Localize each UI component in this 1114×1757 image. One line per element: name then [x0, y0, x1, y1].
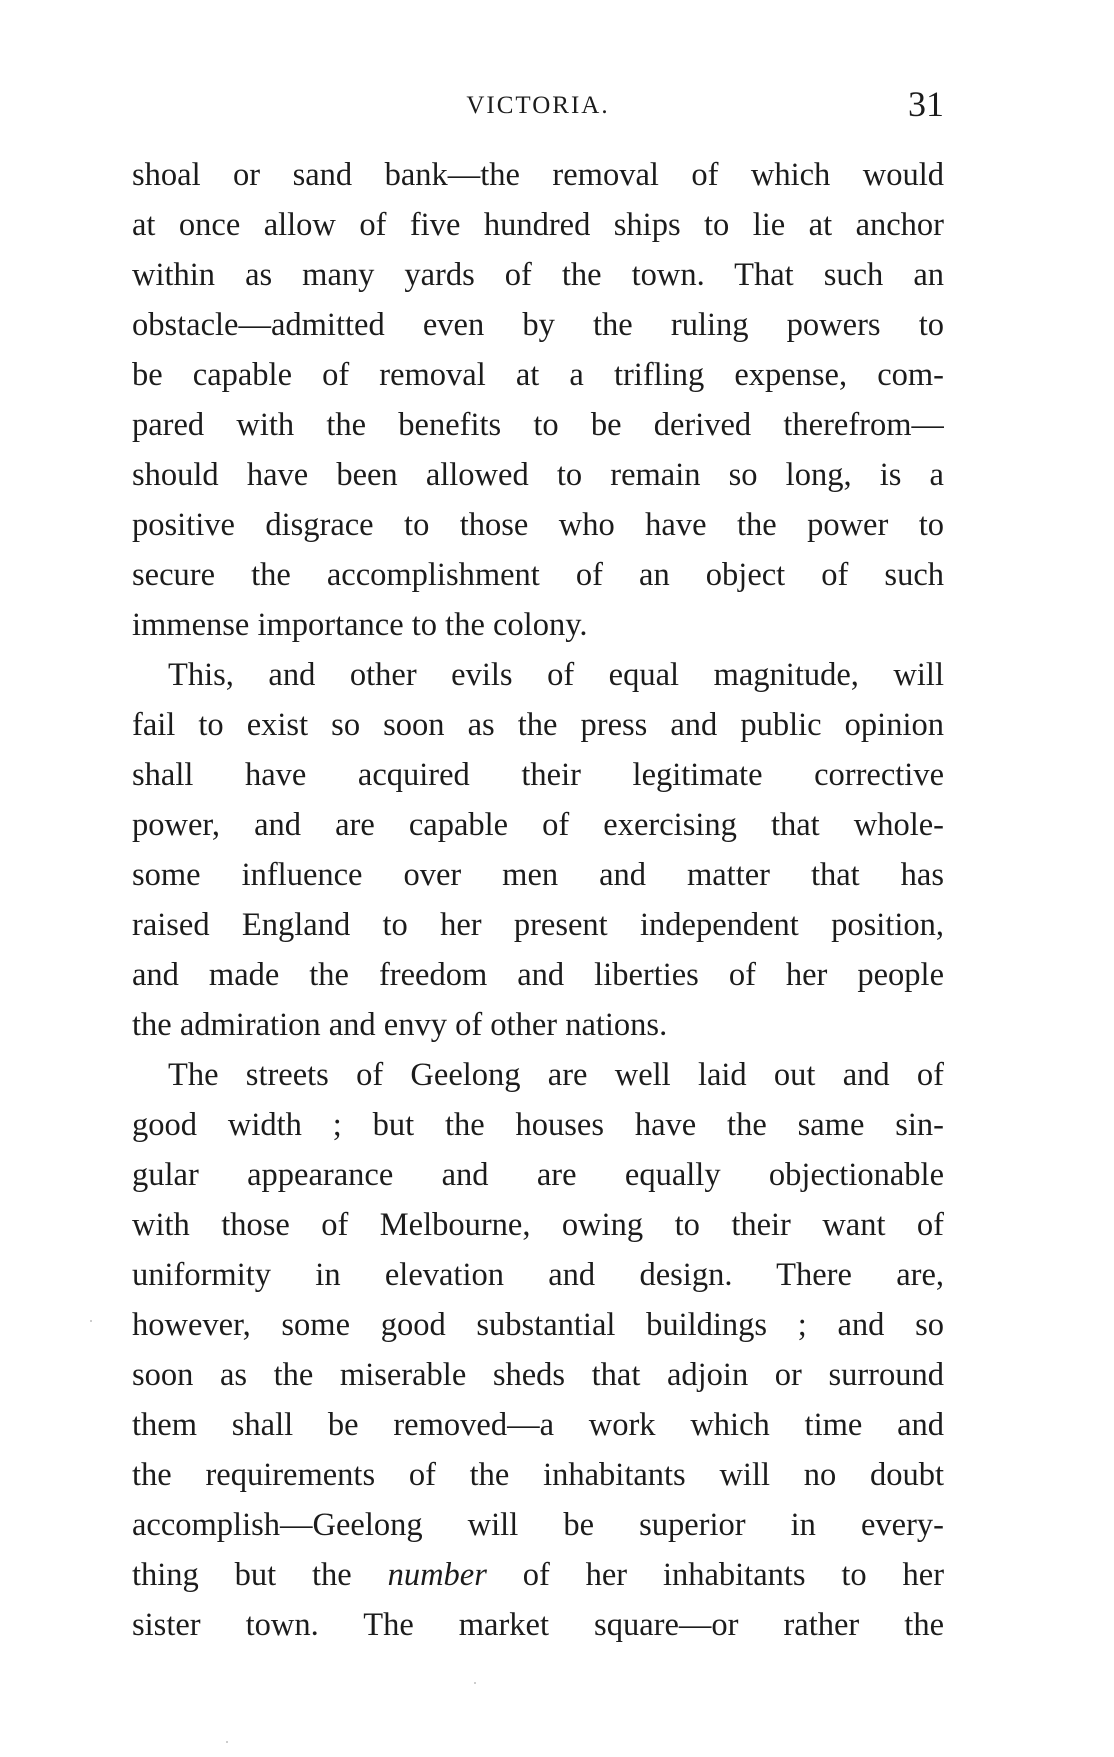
text-line: fail to exist so soon as the press and public opinion: [132, 707, 944, 743]
text-line: gular appearance and are equally objectionable: [132, 1157, 944, 1193]
text-line: them shall be removed—a work which time and: [132, 1407, 944, 1443]
text-line: obstacle—admitted even by the ruling powers to: [132, 307, 944, 343]
text-line: secure the accomplishment of an object of such: [132, 557, 944, 593]
text-line: within as many yards of the town. That such an: [132, 257, 944, 293]
text-line: sister town. The market square—or rather the: [132, 1607, 944, 1643]
text-line: the requirements of the inhabitants will no doubt: [132, 1457, 944, 1493]
paragraph-end-line: immense importance to the colony.: [132, 607, 588, 643]
text-line: power, and are capable of exercising that whole-: [132, 807, 944, 843]
text-line: pared with the benefits to be derived therefrom—: [132, 407, 944, 443]
paragraph-first-line: This, and other evils of equal magnitude, will: [168, 657, 944, 693]
text-line: shall have acquired their legitimate corrective: [132, 757, 944, 793]
body-text: [132, 150, 944, 1650]
text-line: shoal or sand bank—the removal of which would: [132, 157, 944, 193]
text-line: accomplish—Geelong will be superior in every-: [132, 1507, 944, 1543]
text-line: some influence over men and matter that has: [132, 857, 944, 893]
text-segment: thing but the: [132, 1557, 352, 1593]
running-title: VICTORIA.: [466, 92, 610, 119]
text-line-with-emphasis: [132, 1550, 944, 1600]
emphasized-word: number: [387, 1557, 487, 1593]
text-line: however, some good substantial buildings ; and so: [132, 1307, 944, 1343]
text-line: with those of Melbourne, owing to their want of: [132, 1207, 944, 1243]
text-line: at once allow of five hundred ships to lie at anchor: [132, 207, 944, 243]
paragraph-first-line: The streets of Geelong are well laid out and of: [168, 1057, 944, 1093]
text-line: raised England to her present independent position,: [132, 907, 944, 943]
page-number: 31: [908, 84, 944, 124]
running-head: [132, 86, 944, 126]
text-line: be capable of removal at a trifling expense, com-: [132, 357, 944, 393]
text-line: good width ; but the houses have the same sin-: [132, 1107, 944, 1143]
text-line: positive disgrace to those who have the power to: [132, 507, 944, 543]
text-line: and made the freedom and liberties of her people: [132, 957, 944, 993]
paper-speck: [90, 1320, 92, 1322]
text-line: soon as the miserable sheds that adjoin or surround: [132, 1357, 944, 1393]
text-line: should have been allowed to remain so long, is a: [132, 457, 944, 493]
paragraph-end-line: the admiration and envy of other nations.: [132, 1007, 668, 1043]
paper-speck: [474, 1682, 476, 1684]
paper-speck: [226, 1741, 228, 1743]
text-line: uniformity in elevation and design. There are,: [132, 1257, 944, 1293]
text-segment: of her inhabitants to her: [522, 1557, 944, 1593]
